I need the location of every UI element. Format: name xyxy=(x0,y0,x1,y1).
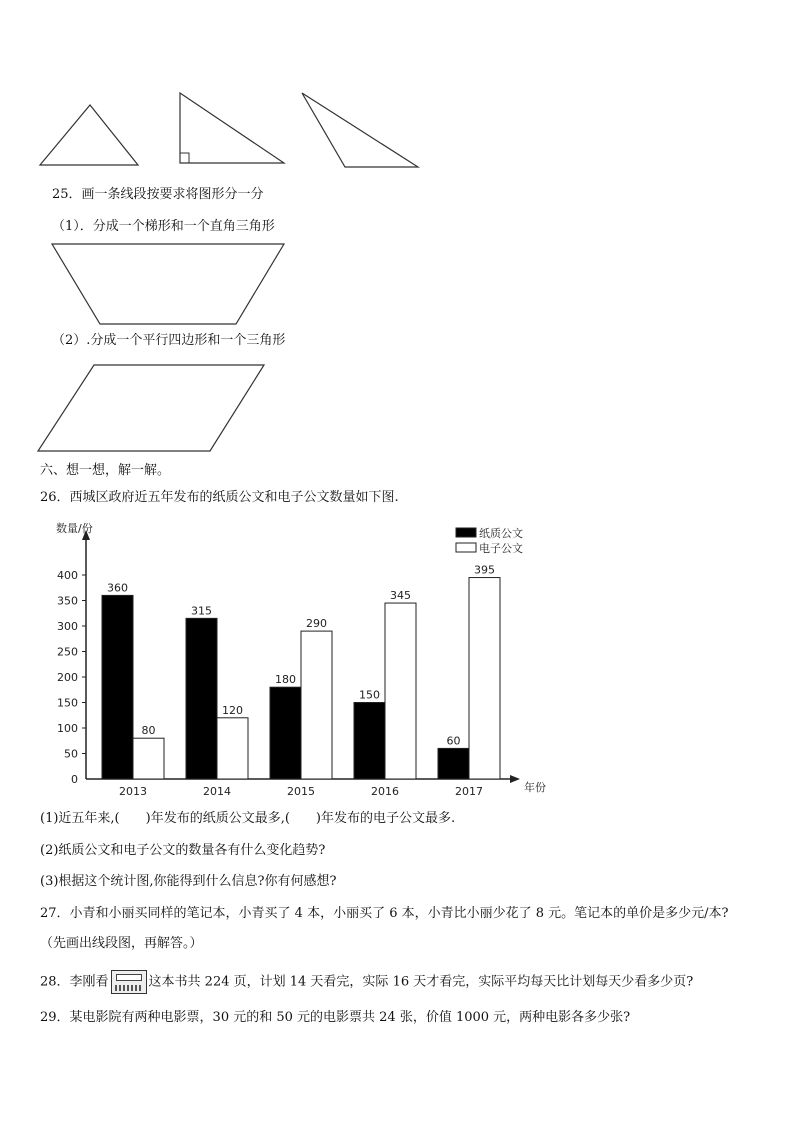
y-tick-label: 350 xyxy=(57,594,78,608)
x-tick-label: 2014 xyxy=(203,785,231,798)
x-tick-label: 2013 xyxy=(119,785,147,798)
y-tick-label: 300 xyxy=(57,620,78,633)
bar-value-label: 120 xyxy=(222,703,243,717)
bar-value-label: 80 xyxy=(141,724,156,738)
bar-paper xyxy=(102,595,133,779)
bar-electronic xyxy=(217,718,248,779)
q25-part2: （2）.分成一个平行四边形和一个三角形 xyxy=(52,333,286,348)
parallelogram-figure xyxy=(0,362,794,462)
bar-paper xyxy=(270,687,301,779)
bar-electronic xyxy=(469,578,500,779)
bar-electronic xyxy=(133,738,164,779)
legend-swatch xyxy=(456,528,476,537)
x-axis-label: 年份 xyxy=(524,781,546,794)
bar-chart xyxy=(36,518,546,803)
book-icon xyxy=(111,970,147,994)
bar-electronic xyxy=(385,603,416,779)
x-tick-label: 2016 xyxy=(371,785,399,798)
bar-value-label: 290 xyxy=(306,617,327,631)
q26-title: 26．西城区政府近五年发布的纸质公文和电子公文数量如下图. xyxy=(40,490,399,505)
y-tick-label: 250 xyxy=(57,645,78,659)
q28-before: 28．李刚看 xyxy=(40,974,109,990)
legend-swatch xyxy=(456,543,476,552)
bar-value-label: 180 xyxy=(275,673,296,687)
q26-sub3: (3)根据这个统计图,你能得到什么信息?你有何感想? xyxy=(40,874,337,889)
x-tick-label: 2017 xyxy=(455,785,483,798)
trapezoid-figure xyxy=(0,240,794,340)
section6-title: 六、想一想，解一解。 xyxy=(40,463,171,478)
triangle-figures xyxy=(0,0,794,180)
y-tick-label: 100 xyxy=(57,722,78,735)
right-angle-mark xyxy=(180,153,189,163)
bar-paper xyxy=(354,703,385,780)
right-triangle xyxy=(180,93,284,163)
q28-after: 这本书共 224 页，计划 14 天看完，实际 16 天才看完，实际平均每天比计划每天少看多少页? xyxy=(148,974,694,990)
q26-sub1: (1)近五年来,( )年发布的纸质公文最多,( )年发布的电子公文最多. xyxy=(40,811,456,826)
legend-label: 纸质公文 xyxy=(479,527,523,540)
bar-value-label: 60 xyxy=(446,734,461,748)
bar-electronic xyxy=(301,631,332,779)
bar-paper xyxy=(438,748,469,779)
y-tick-label: 150 xyxy=(57,696,78,710)
x-axis-arrow xyxy=(510,775,520,783)
y-tick-label: 200 xyxy=(57,671,78,684)
q25-title: 25．画一条线段按要求将图形分一分 xyxy=(52,187,264,202)
x-tick-label: 2015 xyxy=(287,785,315,798)
legend-label: 电子公文 xyxy=(479,542,523,555)
q26-sub2: (2)纸质公文和电子公文的数量各有什么变化趋势? xyxy=(40,843,326,858)
bar-value-label: 345 xyxy=(390,589,411,603)
acute-triangle xyxy=(40,105,138,165)
q25-part1: （1）．分成一个梯形和一个直角三角形 xyxy=(52,219,275,234)
bar-value-label: 150 xyxy=(359,688,380,702)
bar-value-label: 315 xyxy=(191,604,212,618)
q28-line xyxy=(40,970,693,994)
bar-paper xyxy=(186,618,217,779)
q27-line1: 27．小青和小丽买同样的笔记本，小青买了 4 本，小丽买了 6 本，小青比小丽少花了 8 元。笔记本的单价是多少元/本? xyxy=(40,906,729,921)
bar-value-label: 395 xyxy=(474,563,495,577)
y-axis-label: 数量/份 xyxy=(56,522,93,535)
y-tick-label: 50 xyxy=(64,747,78,761)
bar-value-label: 360 xyxy=(107,581,128,595)
y-tick-label: 400 xyxy=(57,569,78,582)
q29-text: 29．某电影院有两种电影票，30 元的和 50 元的电影票共 24 张，价值 1000 元，两种电影各多少张? xyxy=(40,1010,631,1025)
obtuse-triangle xyxy=(302,93,418,167)
y-tick-label: 0 xyxy=(71,773,78,786)
q27-line2: （先画出线段图，再解答。） xyxy=(40,936,203,951)
